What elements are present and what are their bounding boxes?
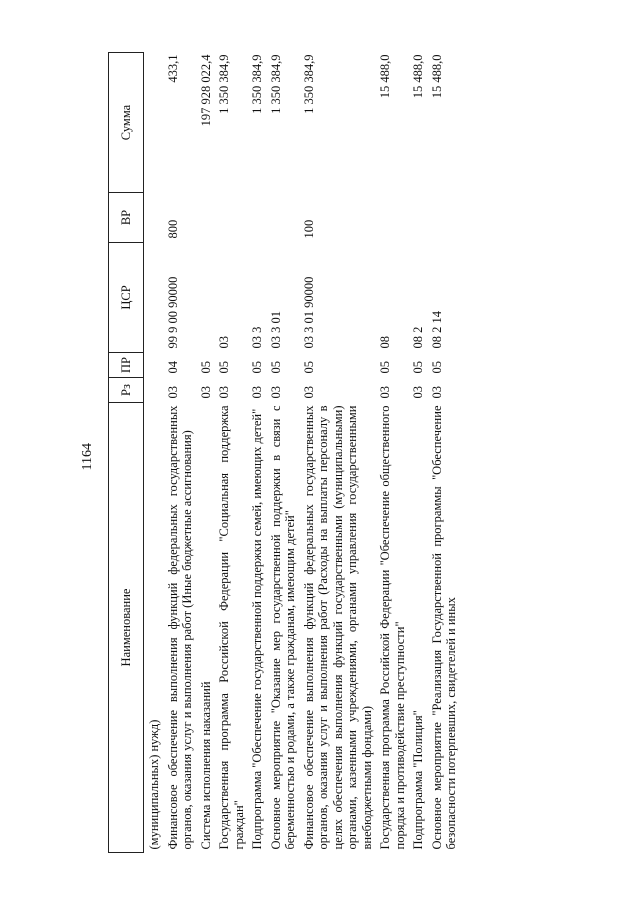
row-vr xyxy=(409,193,428,243)
row-name: Государственная программа Российской Федерации "Обеспечение общественного порядка и противодействие преступности" xyxy=(378,405,407,850)
table-row xyxy=(409,53,428,853)
header-rz: Рз xyxy=(109,378,144,403)
row-sum: 1 350 384,9 xyxy=(301,54,316,114)
row-csr: 99 9 00 90000 xyxy=(165,276,180,349)
row-pr: 05 xyxy=(268,361,283,374)
row-csr: 08 xyxy=(378,336,392,349)
table-row xyxy=(300,53,377,853)
row-name: Основное мероприятие "Оказание мер государственной поддержки в связи с беременностью и родами, а также гражданам, имеющим детей" xyxy=(268,405,297,850)
row-sum: 15 488,0 xyxy=(411,54,425,99)
row-rz: 03 xyxy=(165,386,180,399)
row-vr xyxy=(144,193,164,243)
row-pr xyxy=(144,353,164,378)
row-name: (муниципальных) нужд) xyxy=(147,719,161,850)
row-vr xyxy=(376,193,409,243)
row-name: Финансовое обеспечение выполнения функций федеральных государственных органов, оказания услуг и выполнения работ (Расходы на выплаты персоналу в целях обеспечения выполнения функций государственными (муниципальными) органами, казенными учреждениями, органами управления государственными внебюджетными фондами) xyxy=(301,405,374,850)
table-row xyxy=(164,53,197,853)
table-row xyxy=(144,53,164,853)
budget-table xyxy=(108,52,461,853)
table-row xyxy=(248,53,267,853)
budget-table-page xyxy=(108,53,603,853)
table-row xyxy=(428,53,461,853)
row-rz: 03 xyxy=(301,386,316,399)
header-csr: ЦСР xyxy=(109,243,144,353)
row-sum: 1 350 384,9 xyxy=(250,54,264,114)
row-pr: 04 xyxy=(165,361,180,374)
row-name: Подпрограмма "Полиция" xyxy=(411,710,425,850)
row-pr: 05 xyxy=(198,361,213,374)
row-csr xyxy=(197,243,216,353)
row-pr: 05 xyxy=(250,361,264,374)
row-pr: 05 xyxy=(378,361,392,374)
table-row xyxy=(215,53,248,853)
row-name: Система исполнения наказаний xyxy=(198,681,213,850)
row-pr: 05 xyxy=(429,361,444,374)
row-name: Основное мероприятие "Реализация Государственной программы "Обеспечение безопасности потерпевших, свидетелей и иных xyxy=(429,405,458,850)
row-pr: 05 xyxy=(411,361,425,374)
row-rz: 03 xyxy=(217,386,231,399)
row-csr: 08 2 xyxy=(411,326,425,349)
row-csr: 08 2 14 xyxy=(429,311,444,349)
header-vr: ВР xyxy=(109,193,144,243)
row-rz: 03 xyxy=(429,386,444,399)
page-number: 1164 xyxy=(80,443,95,471)
row-csr: 03 xyxy=(217,336,231,349)
row-vr xyxy=(267,193,300,243)
table-header-row xyxy=(109,53,144,853)
row-csr xyxy=(144,243,164,353)
row-rz: 03 xyxy=(378,386,392,399)
table-row xyxy=(376,53,409,853)
row-name: Подпрограмма "Обеспечение государственной поддержки семей, имеющих детей" xyxy=(250,408,264,850)
row-vr: 100 xyxy=(301,219,316,239)
table-row xyxy=(197,53,216,853)
row-sum: 433,1 xyxy=(165,54,180,83)
header-name: Наименование xyxy=(109,403,144,853)
row-rz: 03 xyxy=(198,386,213,399)
table-row xyxy=(267,53,300,853)
row-vr xyxy=(215,193,248,243)
row-sum: 15 488,0 xyxy=(378,54,392,99)
header-pr: ПР xyxy=(109,353,144,378)
row-csr: 03 3 01 xyxy=(268,311,283,349)
row-name: Финансовое обеспечение выполнения функций федеральных государственных органов, оказания услуг и выполнения работ (Иные бюджетные ассигнования) xyxy=(165,405,194,850)
row-sum xyxy=(144,53,164,193)
row-pr: 05 xyxy=(301,361,316,374)
row-sum: 197 928 022,4 xyxy=(198,54,213,127)
row-name: Государственная программа Российской Федерации "Социальная поддержка граждан" xyxy=(217,405,246,850)
row-sum: 1 350 384,9 xyxy=(217,54,231,114)
row-csr: 03 3 01 90000 xyxy=(301,276,316,349)
row-rz xyxy=(144,378,164,403)
row-vr xyxy=(197,193,216,243)
row-rz: 03 xyxy=(411,386,425,399)
row-vr: 800 xyxy=(165,219,180,239)
row-sum: 1 350 384,9 xyxy=(268,54,283,114)
header-sum: Сумма xyxy=(109,53,144,193)
row-vr xyxy=(428,193,461,243)
row-sum: 15 488,0 xyxy=(429,54,444,99)
row-rz: 03 xyxy=(250,386,264,399)
row-csr: 03 3 xyxy=(250,326,264,349)
row-vr xyxy=(248,193,267,243)
row-pr: 05 xyxy=(217,361,231,374)
row-rz: 03 xyxy=(268,386,283,399)
